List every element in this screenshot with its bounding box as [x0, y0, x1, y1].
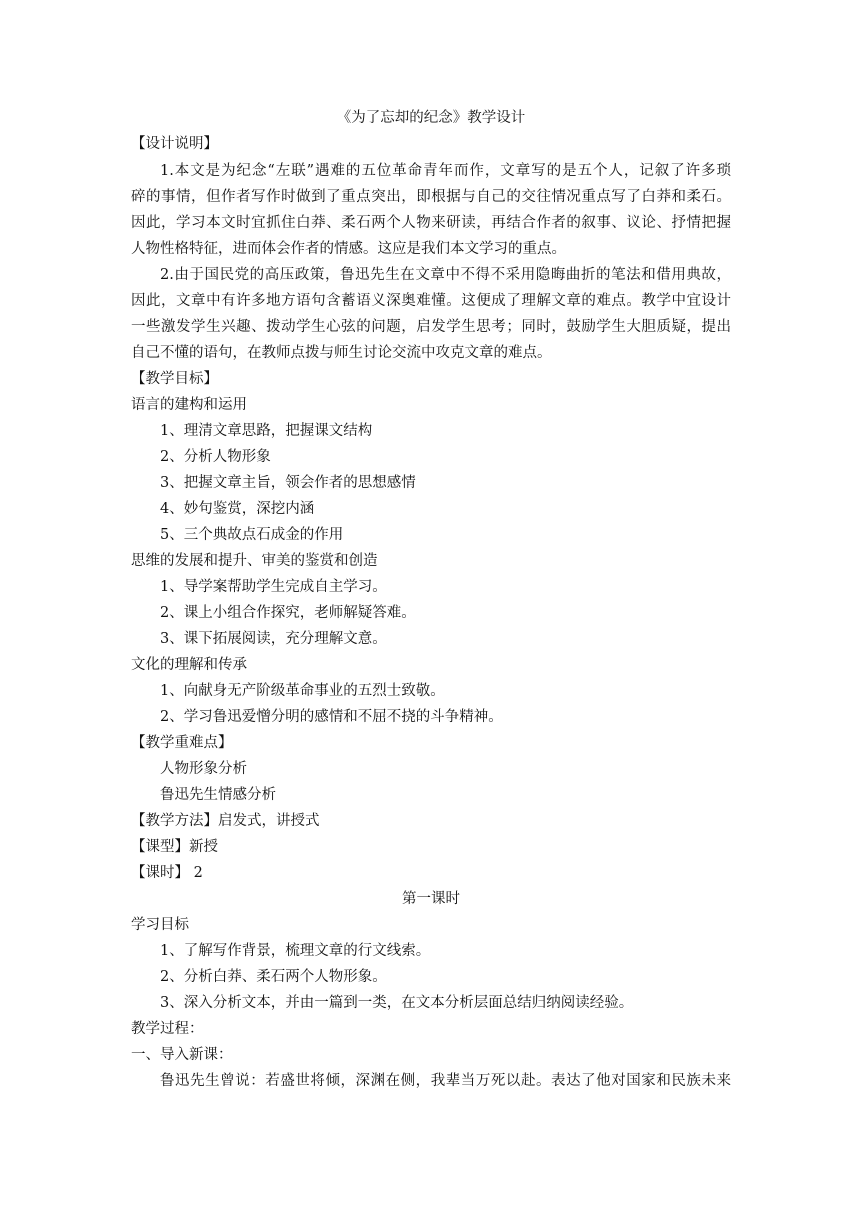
design-para1-line1: 1.本文是为纪念“左联”遇难的五位革命青年而作，文章写的是五个人，记叙了许多琐: [160, 163, 731, 179]
design-para1-line2: 碎的事情，但作者写作时做到了重点突出，即根据与自己的交往情况重点写了白莽和柔石。: [131, 189, 731, 205]
design-para2-line3: 一些激发学生兴趣、拨动学生心弦的问题，启发学生思考；同时，鼓励学生大胆质疑，提出: [131, 319, 731, 335]
design-para1-line3: 因此，学习本文时宜抓住白莽、柔石两个人物来研读，再结合作者的叙事、议论、抒情把握: [131, 215, 731, 231]
lesson1-heading: 第一课时: [402, 891, 460, 907]
goal-item: 2、课上小组合作探究，老师解疑答难。: [160, 605, 416, 621]
design-para1-line4: 人物性格特征，进而体会作者的情感。这应是我们本文学习的重点。: [131, 241, 566, 257]
goal-item: 1、导学案帮助学生完成自主学习。: [160, 579, 387, 595]
goal-item: 3、把握文章主旨，领会作者的思想感情: [160, 475, 416, 491]
step1-label: 一、导入新课：: [131, 1047, 233, 1063]
design-para2-line1: 2.由于国民党的高压政策，鲁迅先生在文章中不得不采用隐晦曲折的笔法和借用典故，: [160, 267, 731, 283]
goal-item: 1、理清文章思路，把握课文结构: [160, 423, 373, 439]
process-label: 教学过程：: [131, 1021, 204, 1037]
lesson1-objective: 3、深入分析文本，并由一篇到一类，在文本分析层面总结归纳阅读经验。: [160, 995, 634, 1011]
hours-line: 【课时】 2: [131, 865, 203, 881]
design-heading: 【设计说明】: [131, 136, 218, 152]
goals-heading: 【教学目标】: [131, 371, 218, 387]
document-title: 《为了忘却的纪念》教学设计: [336, 110, 526, 126]
goal-group-2: 思维的发展和提升、审美的鉴赏和创造: [131, 553, 378, 569]
method-line: 【教学方法】启发式，讲授式: [131, 813, 320, 829]
lesson1-objectives-label: 学习目标: [131, 917, 189, 933]
keypoint-item: 人物形象分析: [160, 761, 247, 777]
goal-item: 4、妙句鉴赏，深挖内涵: [160, 501, 315, 517]
step1-text: 鲁迅先生曾说：若盛世将倾，深渊在侧，我辈当万死以赴。表达了他对国家和民族未来: [160, 1073, 731, 1089]
design-para2-line4: 自己不懂的语句，在教师点拨与师生讨论交流中攻克文章的难点。: [131, 345, 552, 361]
goal-item: 3、课下拓展阅读，充分理解文意。: [160, 631, 387, 647]
keypoints-heading: 【教学重难点】: [131, 735, 233, 751]
type-line: 【课型】新授: [131, 839, 218, 855]
goal-item: 2、学习鲁迅爱憎分明的感情和不屈不挠的斗争精神。: [160, 709, 503, 725]
goal-item: 2、分析人物形象: [160, 449, 271, 465]
lesson1-objective: 1、了解写作背景，梳理文章的行文线索。: [160, 943, 431, 959]
goal-group-1: 语言的建构和运用: [131, 397, 247, 413]
goal-group-3: 文化的理解和传承: [131, 657, 247, 673]
keypoint-item: 鲁迅先生情感分析: [160, 787, 276, 803]
goal-item: 1、向献身无产阶级革命事业的五烈士致敬。: [160, 683, 445, 699]
lesson1-objective: 2、分析白莽、柔石两个人物形象。: [160, 969, 387, 985]
design-para2-line2: 因此，文章中有许多地方语句含蓄语义深奥难懂。这便成了理解文章的难点。教学中宜设计: [131, 293, 731, 309]
goal-item: 5、三个典故点石成金的作用: [160, 527, 344, 543]
